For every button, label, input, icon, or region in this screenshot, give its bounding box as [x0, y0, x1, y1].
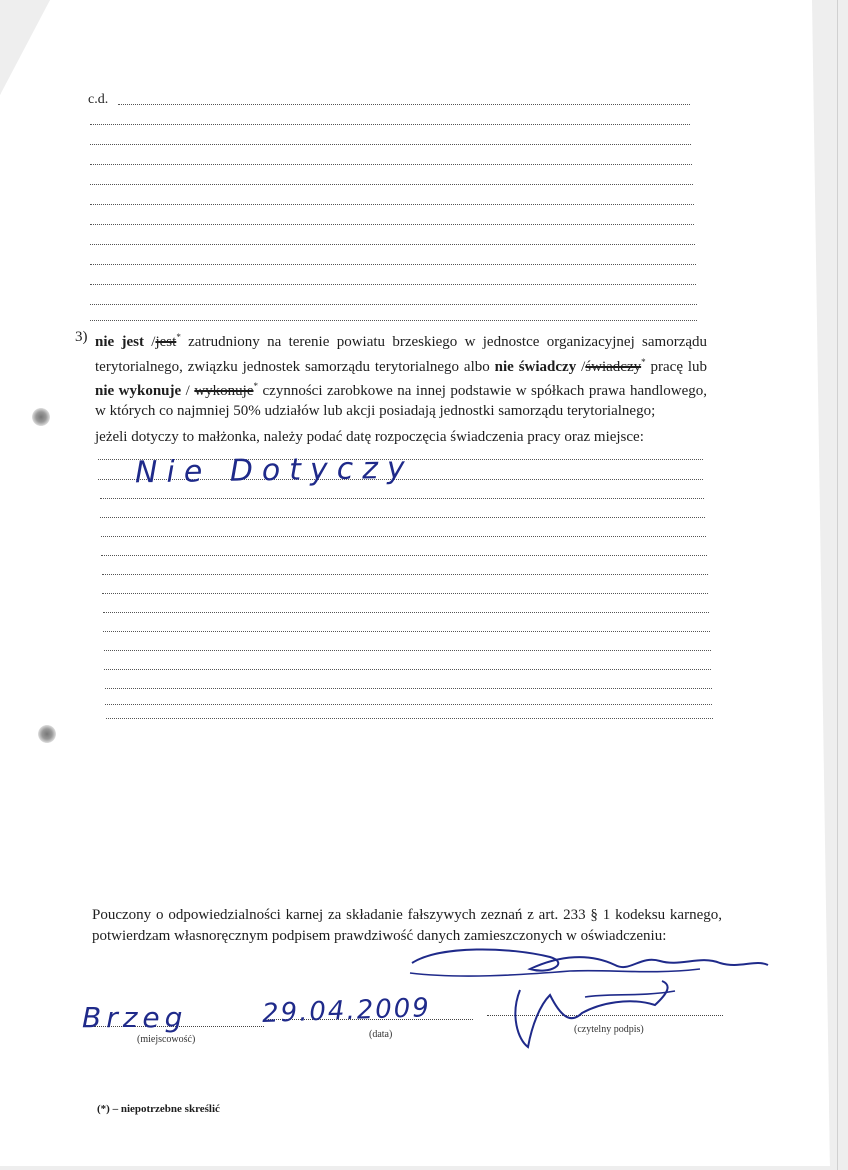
dotted-line — [90, 263, 696, 265]
dotted-line — [101, 554, 707, 556]
dotted-line — [90, 143, 691, 145]
punch-hole — [38, 725, 56, 743]
dotted-line — [90, 319, 697, 321]
handwritten-place: Brzeg — [82, 1001, 188, 1034]
dotted-line — [101, 535, 706, 537]
dotted-line — [90, 123, 690, 125]
dotted-line — [90, 183, 693, 185]
dotted-line — [90, 203, 694, 205]
item-3-paragraph: 3) nie jest /jest* zatrudniony na terenie powiatu brzeskiego w jednostce organizacyjnej samorządu terytorialnego, związku jednostek samorządu terytorialnego albo nie świadczy /świadczy* pracę lub nie wykonuje / wykonuje* czynności zarobkowe na innej podstawie w spółkach prawa handlowego, w których co najmniej 50% udziałów lub akcji posiadają jednostki samorządu terytorialnego; — [75, 329, 708, 419]
declaration-statement: Pouczony o odpowiedzialności karnej za składanie fałszywych zeznań z art. 233 § 1 kodeksu karnego, potwierdzam własnoręcznym podpisem prawdziwość danych zamieszczonych w oświadczeniu: — [92, 907, 722, 944]
dotted-line — [104, 668, 711, 670]
option-nie-jest: nie jest — [95, 334, 144, 350]
punch-hole — [32, 408, 50, 426]
dotted-line — [90, 303, 697, 305]
option-nie-swiadczy: nie świadczy — [494, 358, 577, 375]
dotted-line — [102, 573, 708, 575]
page-edge — [837, 0, 838, 1170]
dotted-line — [103, 611, 709, 613]
date-caption: (data) — [369, 1029, 393, 1040]
spouse-note: jeżeli dotyczy to małżonka, należy podać datę rozpoczęcia świadczenia pracy oraz miejsce: — [95, 429, 644, 445]
dotted-line — [100, 516, 705, 518]
item-number: 3) — [75, 329, 88, 345]
struck-option-jest: jest — [155, 334, 177, 350]
continuation-label: c.d. — [88, 92, 109, 107]
handwritten-date: 29.04.2009 — [261, 993, 432, 1029]
handwritten-signature — [400, 935, 780, 1055]
dotted-line — [90, 223, 694, 225]
dotted-line — [104, 649, 711, 651]
dotted-line — [106, 717, 713, 719]
dotted-line — [90, 283, 696, 285]
signature-caption: (czytelny podpis) — [574, 1024, 644, 1035]
dotted-line — [90, 163, 692, 165]
dotted-line — [118, 103, 690, 105]
dotted-line — [102, 592, 708, 594]
footnote: (*) – niepotrzebne skreślić — [97, 1103, 220, 1115]
dotted-line — [100, 497, 704, 499]
struck-option-wykonuje: wykonuje — [194, 383, 254, 399]
place-caption: (miejscowość) — [137, 1034, 196, 1045]
struck-option-swiadczy: świadczy — [585, 358, 642, 375]
dotted-line — [105, 703, 712, 705]
handwritten-answer: Nie Dotyczy — [134, 450, 415, 491]
option-nie-wykonuje: nie wykonuje — [95, 383, 182, 399]
dotted-line — [105, 687, 712, 689]
dotted-line — [90, 243, 695, 245]
dotted-line — [103, 630, 710, 632]
